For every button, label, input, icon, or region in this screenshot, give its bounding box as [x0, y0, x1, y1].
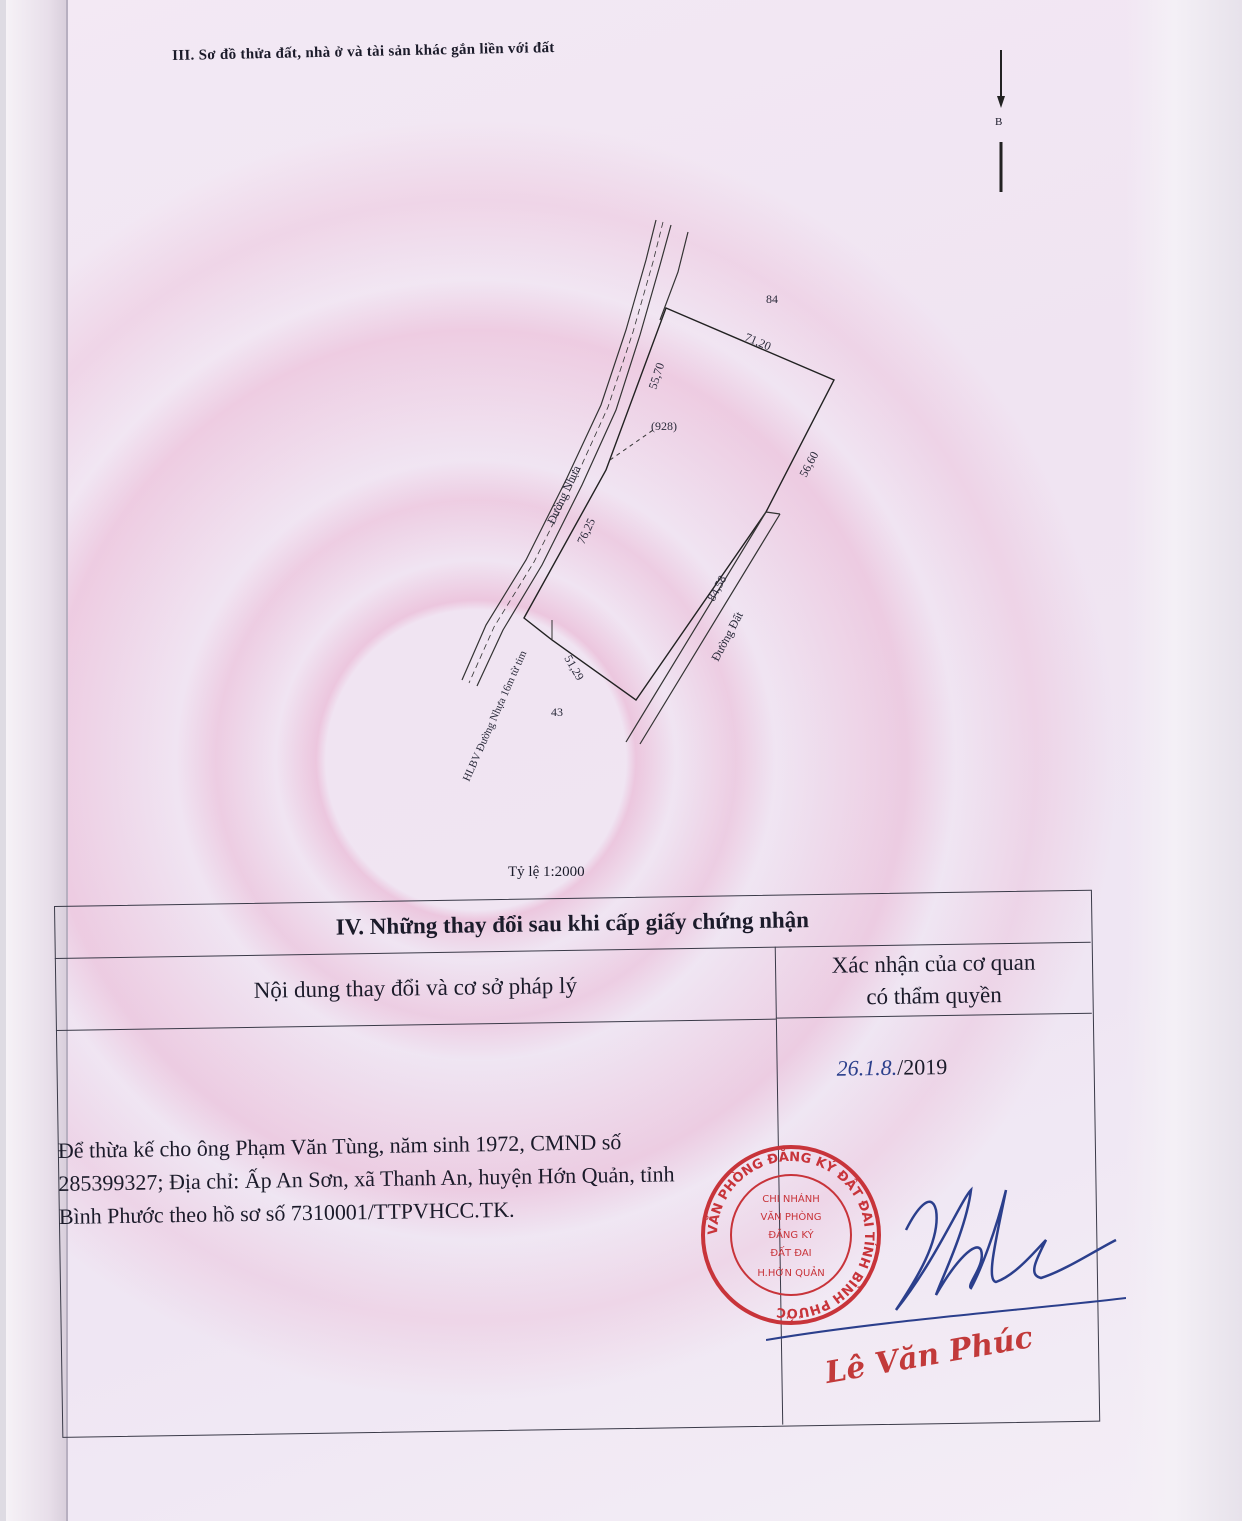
edge-left-upper-length: 55,70: [645, 360, 668, 391]
edge-road-side-length: 84,58: [704, 572, 730, 604]
road-dirt-label: Đường Đất: [708, 609, 746, 664]
confirmation-line-1: Xác nhận của cơ quan: [831, 949, 1036, 978]
seal-line-5: H.HỚN QUẢN: [757, 1268, 825, 1279]
edge-bottom-length: 51,29: [561, 652, 588, 683]
north-label: B: [995, 116, 1003, 128]
parcel-number: (928): [651, 419, 677, 433]
seal-line-2: VĂN PHÒNG: [760, 1212, 822, 1223]
content-line-1: Để thừa kế cho ông Phạm Văn Tùng, năm sinh 1972, CMND số: [57, 1129, 622, 1163]
safety-corridor-label: HLBV Đường Nhựa 16m từ tim: [460, 648, 530, 784]
neighbor-43: 43: [551, 705, 563, 719]
section-iii-title: III. Sơ đồ thửa đất, nhà ở và tài sản khác gắn liền với đất: [172, 39, 555, 64]
signer-name: Lê Văn Phúc: [822, 1320, 1036, 1391]
seal-line-1: CHI NHÁNH: [762, 1194, 820, 1205]
change-content: [58, 1123, 789, 1233]
edge-left-lower-length: 76,25: [574, 515, 599, 547]
map-scale: Tỷ lệ 1:2000: [508, 864, 585, 880]
edge-right-length: 56,60: [796, 448, 822, 480]
seal-line-3: ĐĂNG KÝ: [768, 1230, 814, 1241]
land-plot-diagram: [6, 0, 1242, 900]
seal-ring-text: VĂN PHÒNG ĐĂNG KÝ ĐẤT ĐAI TỈNH BÌNH PHƯỚC: [705, 1149, 877, 1321]
dirt-road: [626, 512, 780, 744]
date-handwritten: 26.1.8.: [836, 1054, 898, 1081]
parcel-outline: [524, 308, 834, 700]
column-header-changes: Nội dung thay đổi và cơ sở pháp lý: [55, 947, 776, 1031]
paved-road: [462, 220, 688, 686]
confirmation-line-2: có thẩm quyền: [866, 982, 1002, 1010]
road-paved-label: Đường Nhựa: [544, 463, 584, 527]
content-line-3: Bình Phước theo hồ sơ số 7310001/TTPVHCC.TK.: [58, 1196, 515, 1229]
certificate-page: [6, 0, 1242, 1521]
neighbor-84: 84: [766, 292, 778, 306]
confirmation-date: [836, 1054, 947, 1082]
edge-top-length: 71,20: [742, 329, 774, 354]
seal-line-4: ĐẤT ĐAI: [770, 1248, 812, 1259]
date-year: /2019: [896, 1053, 948, 1080]
content-line-2: 285399327; Địa chỉ: Ấp An Sơn, xã Thanh An, huyện Hớn Quản, tỉnh: [58, 1161, 675, 1196]
column-header-confirmation: [775, 942, 1092, 1019]
section-iv-title: IV. Những thay đổi sau khi cấp giấy chứng nhận: [54, 890, 1091, 959]
